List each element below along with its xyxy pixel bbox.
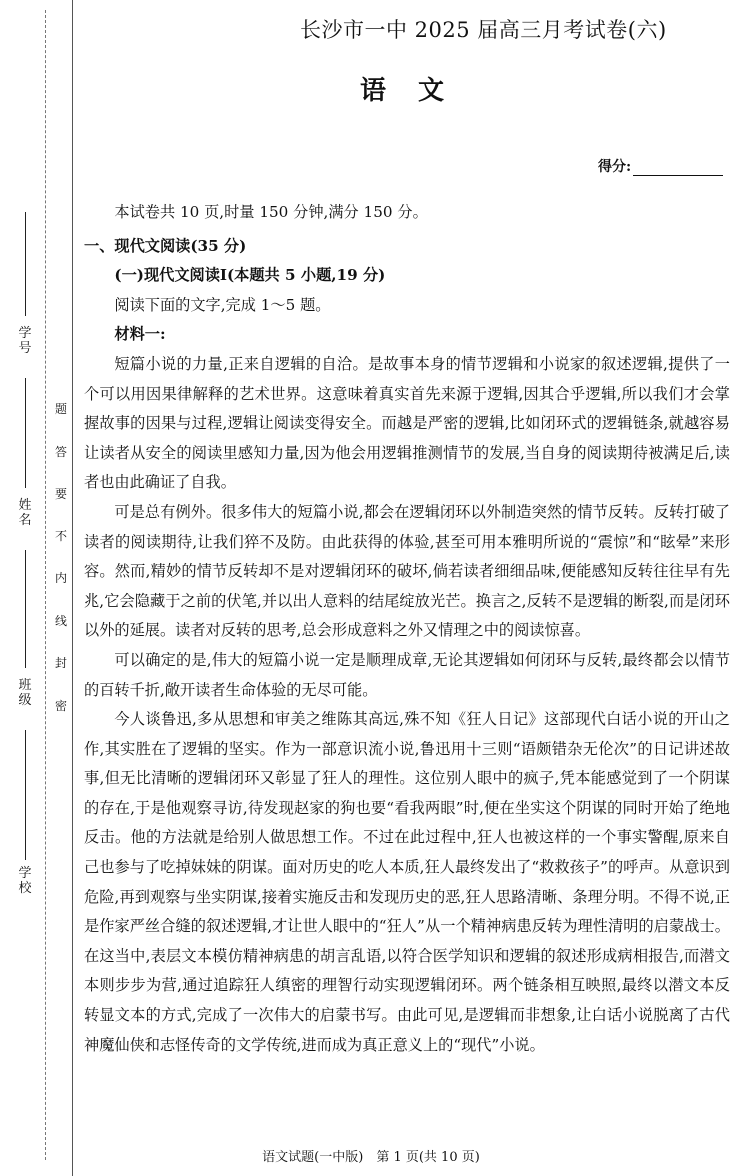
score-field	[598, 156, 723, 176]
paragraph: 可以确定的是,伟大的短篇小说一定是顺理成章,无论其逻辑如何闭环与反转,最终都会以情节的百转千折,敞开读者生命体验的无尽可能。	[84, 650, 730, 699]
material-label: 材料一:	[114, 325, 166, 344]
exam-body	[84, 198, 730, 1060]
paragraph: 短篇小说的力量,正来自逻辑的自洽。是故事本身的情节逻辑和小说家的叙述逻辑,提供了一个可以用因果律解释的艺术世界。这意味着真实首先来源于逻辑,因其合乎逻辑,所以我们才会掌握故事的因果与过程,逻辑让阅读变得安全。而越是严密的逻辑,比如闭环式的逻辑链条,就越容易让读者从安全的阅读里感知力量,因为他会用逻辑推测情节的发展,当自身的阅读期待被满足后,读者也由此确证了自我。	[84, 354, 730, 492]
seal-char: 题	[54, 402, 67, 416]
seal-char: 内	[54, 571, 67, 585]
seal-char: 密	[54, 699, 67, 713]
subject-title: 语文	[360, 76, 477, 106]
reading-instruction: 阅读下面的文字,完成 1～5 题。	[114, 295, 331, 314]
exam-title: 长沙市一中 2025 届高三月考试卷(六)	[300, 18, 667, 42]
student-id-label: 学号	[18, 326, 32, 356]
seal-char: 线	[54, 614, 67, 628]
seal-char: 答	[54, 445, 67, 459]
score-label: 得分:	[598, 159, 632, 175]
student-id-blank	[25, 212, 26, 316]
name-blank	[25, 378, 26, 488]
score-blank	[633, 161, 723, 176]
paragraph: 今人谈鲁迅,多从思想和审美之维陈其高远,殊不知《狂人日记》这部现代白话小说的开山之作,其实胜在了逻辑的坚实。作为一部意识流小说,鲁迅用十三则“语颇错杂无伦次”的日记讲述故事,但无比清晰的逻辑闭环又彰显了狂人的理性。这位别人眼中的疯子,凭本能感觉到了一个阴谋的存在,于是他观察寻访,待发现赵家的狗也要“看我两眼”时,便在坐实这个阴谋的同时开始了绝地反击。他的方法就是给别人做思想工作。不过在此过程中,狂人也被这样的一个事实警醒,原来自己也参与了吃掉妹妹的阴谋。面对历史的吃人本质,狂人最终发出了“救救孩子”的呼声。从意识到危险,再到观察与坐实阴谋,接着实施反击和发现历史的恶,狂人思路清晰、条理分明。不得不说,正是作家严丝合缝的叙述逻辑,才让世人眼中的“狂人”从一个精神病患反转为理性清明的启蒙战士。在这当中,表层文本模仿精神病患的胡言乱语,以符合医学知识和逻辑的叙述形成病相报告,而潜文本则步步为营,通过追踪狂人缜密的理智行动实现逻辑闭环。两个链条相互映照,最终以潜文本反转显文本的方式,完成了一次伟大的启蒙书写。由此可见,是逻辑而非想象,让白话小说脱离了古代神魔仙侠和志怪传奇的文学传统,进而成为真正意义上的“现代”小说。	[84, 710, 730, 1054]
exam-intro: 本试卷共 10 页,时量 150 分钟,满分 150 分。	[114, 203, 428, 221]
class-label: 班级	[18, 678, 32, 708]
class-blank	[25, 550, 26, 668]
name-label: 姓名	[18, 498, 32, 528]
page-footer: 语文试题(一中版) 第 1 页(共 10 页)	[262, 1150, 480, 1165]
seal-char: 不	[54, 529, 67, 543]
seal-dashed-line	[45, 10, 46, 1160]
seal-char: 要	[54, 487, 67, 501]
subsection-title: (一)现代文阅读Ⅰ(本题共 5 小题,19 分)	[114, 266, 386, 285]
binding-line	[72, 0, 73, 1176]
school-blank	[25, 730, 26, 860]
paragraph: 可是总有例外。很多伟大的短篇小说,都会在逻辑闭环以外制造突然的情节反转。反转打破了读者的阅读期待,让我们猝不及防。由此获得的体验,甚至可用本雅明所说的“震惊”和“眩晕”来形容。然而,精妙的情节反转却不是对逻辑闭环的破坏,倘若读者细细品味,便能感知反转往往早有先兆,它会隐藏于之前的伏笔,并以出人意料的结尾绽放光芒。换言之,反转不是逻辑的断裂,而是闭环以外的延展。读者对反转的思考,总会形成意料之外又情理之中的阅读惊喜。	[84, 502, 730, 640]
section-title: 一、现代文阅读(35 分)	[84, 236, 247, 255]
seal-char: 封	[54, 656, 67, 670]
school-label: 学校	[18, 866, 32, 896]
